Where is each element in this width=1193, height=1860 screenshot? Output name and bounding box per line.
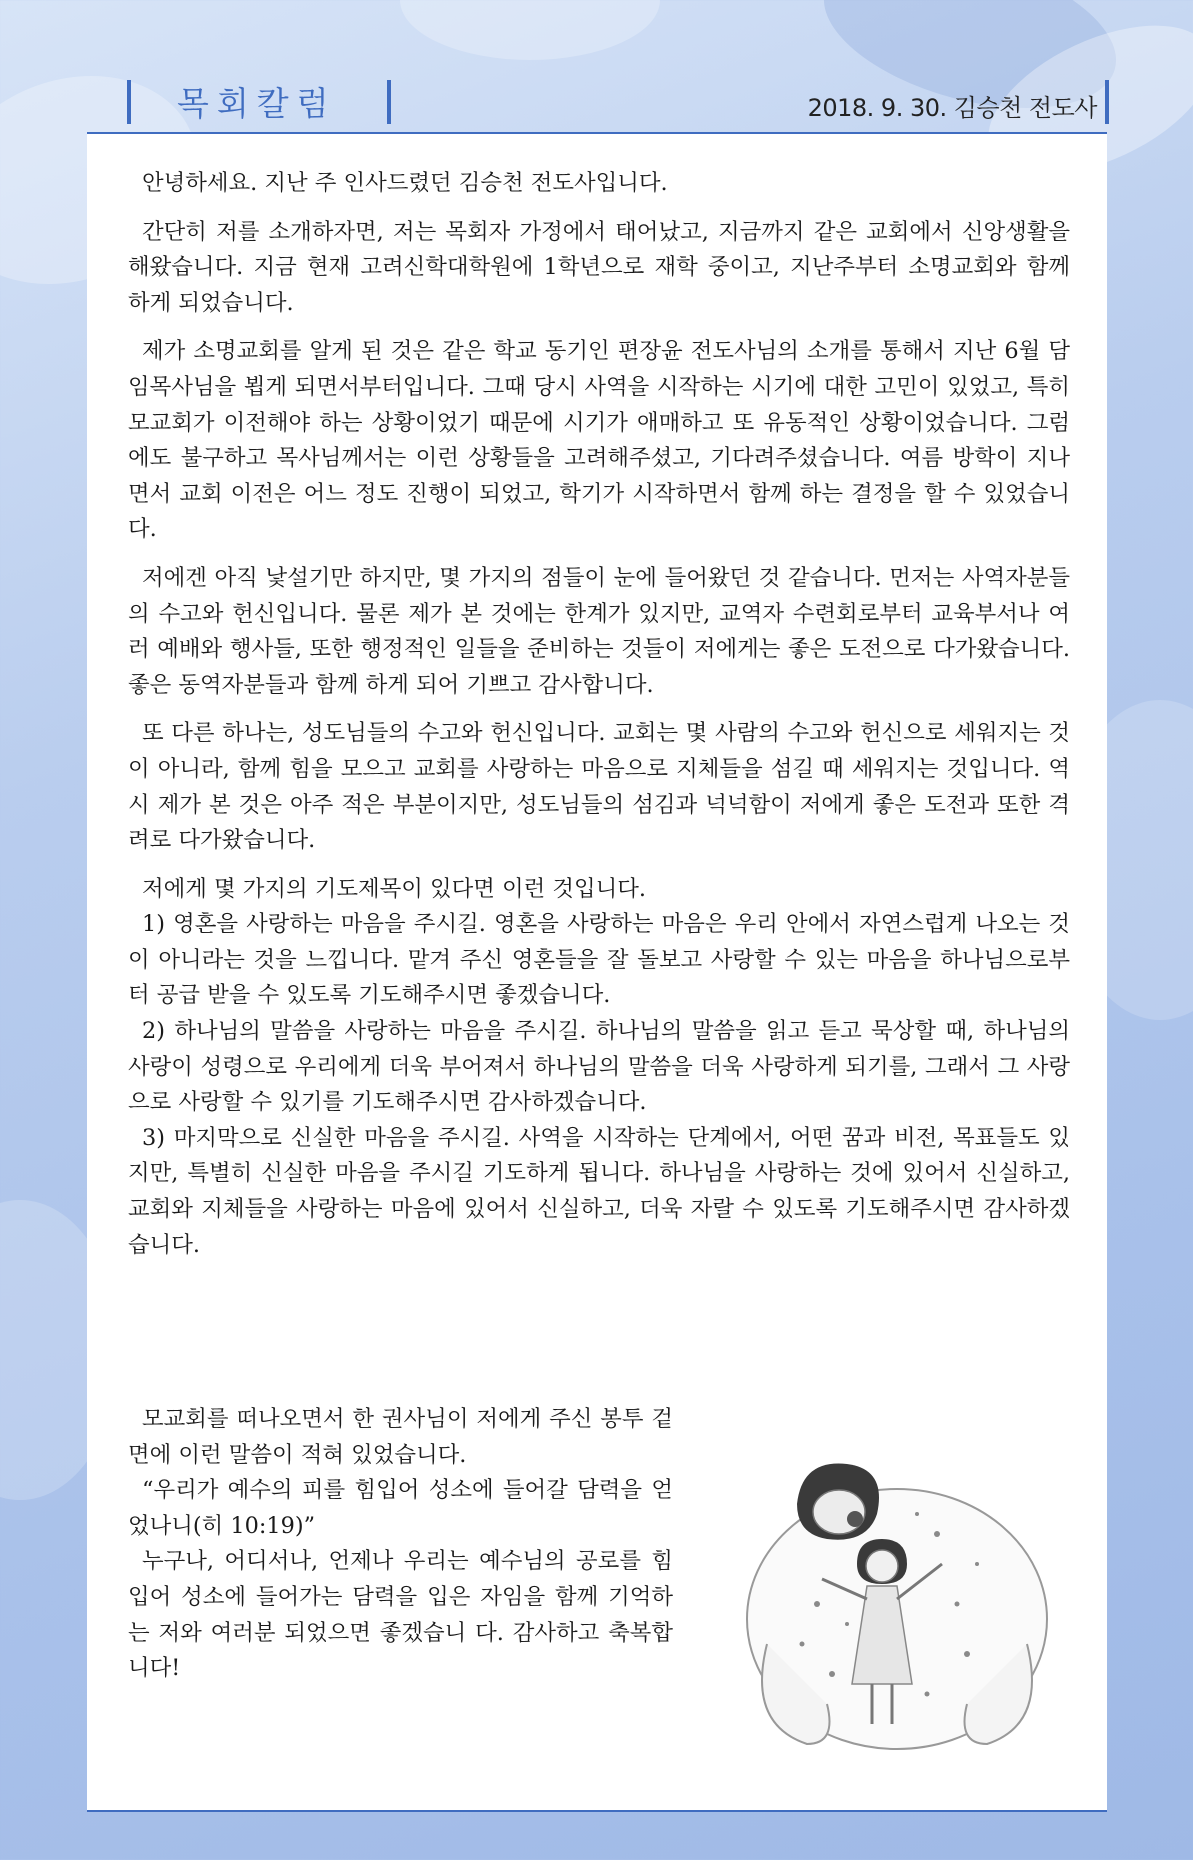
mother-child-illustration — [727, 1444, 1067, 1764]
paragraph: 제가 소명교회를 알게 된 것은 같은 학교 동기인 편장윤 전도사님의 소개를 통해서 지난 6월 담임목사님을 뵙게 되면서부터입니다. 그때 당시 사역을 시작하는 시기에 대한 고민이 있었고, 특히 모교회가 이전해야 하는 상황이었기 때문에 시기가 애매하고 또 유동적인 상황이었습니다. 그럼에도 불구하고 목사님께서는 이런 상황들을 고려해주셨고, 기다려주셨습니다. 여름 방학이 지나면서 교회 이전은 어느 정도 진행이 되었고, 학기가 시작하면서 함께 하는 결정을 할 수 있었습니다. — [128, 338, 1070, 543]
closing-paragraph: 모교회를 떠나오면서 한 권사님이 저에게 주신 봉투 겉면에 이런 말씀이 적혀 있었습니다. — [128, 1406, 673, 1468]
column-header — [87, 70, 1107, 132]
footer-rule — [87, 1810, 1107, 1812]
prayer-item: 3) 마지막으로 신실한 마음을 주시길. 사역을 시작하는 단계에서, 어떤 꿈과 비전, 목표들도 있지만, 특별히 신실한 마음을 주시길 기도하게 됩니다. 하나님을 사랑하는 것에 있어서 신실하고, 교회와 지체들을 사랑하는 마음에 있어서 신실하고, 더욱 자랄 수 있도록 기도해주시면 감사하겠습니다. — [128, 1124, 1070, 1258]
prayer-item: 2) 하나님의 말씀을 사랑하는 마음을 주시길. 하나님의 말씀을 읽고 듣고 묵상할 때, 하나님의 사랑이 성령으로 우리에게 더욱 부어져서 하나님의 말씀을 더욱 사랑하게 되기를, 그래서 그 사랑으로 사랑할 수 있기를 기도해주시면 감사하겠습니다. — [128, 1018, 1070, 1116]
header-divider — [127, 80, 131, 124]
paragraph: 간단히 저를 소개하자면, 저는 목회자 가정에서 태어났고, 지금까지 같은 교회에서 신앙생활을 해왔습니다. 지금 현재 고려신학대학원에 1학년으로 재학 중이고, 지난주부터 소명교회와 함께 하게 되었습니다. — [128, 218, 1070, 316]
header-divider — [387, 80, 391, 124]
header-divider — [1105, 80, 1109, 124]
column-title: 목회칼럼 — [177, 84, 337, 123]
prayer-item: 1) 영혼을 사랑하는 마음을 주시길. 영혼을 사랑하는 마음은 우리 안에서 자연스럽게 나오는 것이 아니라는 것을 느낍니다. 맡겨 주신 영혼들을 잘 돌보고 사랑할 수 있는 마음을 하나님으로부터 공급 받을 수 있도록 기도해주시면 좋겠습니다. — [128, 911, 1070, 1009]
closing-quote: “우리가 예수의 피를 힘입어 성소에 들어갈 담력을 얻었나니(히 10:19)” — [128, 1477, 673, 1539]
background-leaf — [400, 0, 660, 60]
column-body — [87, 134, 1107, 1810]
paragraph: 저에겐 아직 낯설기만 하지만, 몇 가지의 점들이 눈에 들어왔던 것 같습니다. 먼저는 사역자분들의 수고와 헌신입니다. 물론 제가 본 것에는 한계가 있지만, 교역자 수련회로부터 교육부서나 여러 예배와 행사들, 또한 행정적인 일들을 준비하는 것들이 저에게는 좋은 도전으로 다가왔습니다. 좋은 동역자분들과 함께 하게 되어 기쁘고 감사합니다. — [128, 564, 1070, 698]
paragraph: 안녕하세요. 지난 주 인사드렸던 김승천 전도사입니다. — [142, 170, 668, 196]
paragraph: 또 다른 하나는, 성도님들의 수고와 헌신입니다. 교회는 몇 사람의 수고와 헌신으로 세워지는 것이 아니라, 함께 힘을 모으고 교회를 사랑하는 마음으로 지체들을 섬길 때 세워지는 것입니다. 역시 제가 본 것은 아주 적은 부분이지만, 성도님들의 섬김과 넉넉함이 저에게 좋은 도전과 또한 격려로 다가왔습니다. — [128, 720, 1070, 854]
date-author: 2018. 9. 30. 김승천 전도사 — [807, 94, 1097, 122]
prayer-intro: 저에게 몇 가지의 기도제목이 있다면 이런 것입니다. — [142, 875, 647, 902]
closing-paragraph: 누구나, 어디서나, 언제나 우리는 예수님의 공로를 힘입어 성소에 들어가는 담력을 입은 자임을 함께 기억하는 저와 여러분 되었으면 좋겠습니 다. 감사하고 축복합니다! — [128, 1548, 673, 1682]
closing-text — [128, 1402, 673, 1687]
article-text — [128, 166, 1070, 1263]
